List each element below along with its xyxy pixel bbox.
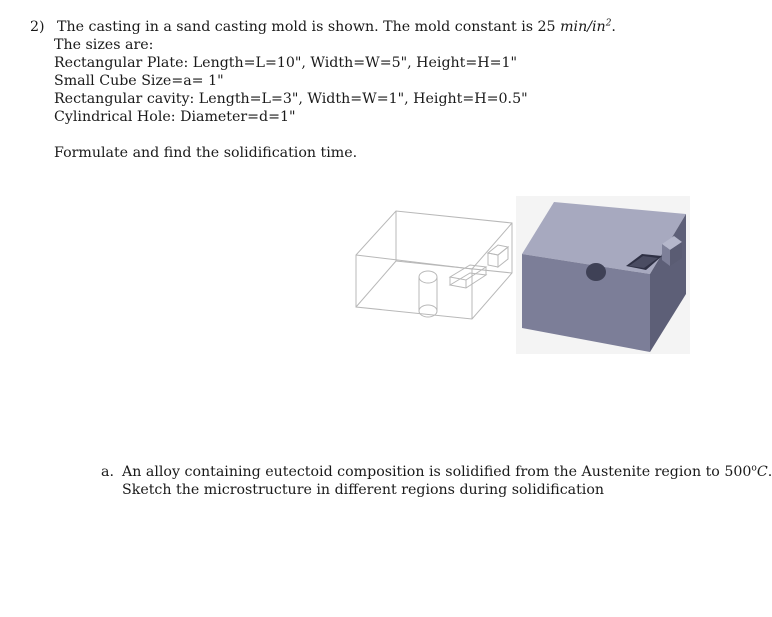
mold-constant-unit: min/in bbox=[560, 19, 606, 35]
mold-constant-exponent: 2 bbox=[605, 18, 612, 29]
size-cavity: Rectangular cavity: Length=L=3", Width=W=1", Height=H=0.5" bbox=[54, 91, 528, 107]
question-intro: The casting in a sand casting mold is shown. The mold constant is 25 $\min/in^2$. bbox=[57, 18, 616, 35]
casting-wireframe-figure bbox=[352, 203, 518, 353]
casting-solid-figure bbox=[516, 196, 690, 354]
sub-a-line1: An alloy containing eutectoid composition is solidified from the Austenite region to 500$^o$C. bbox=[122, 463, 772, 480]
size-hole: Cylindrical Hole: Diameter=d=1" bbox=[54, 109, 296, 125]
task-text: Formulate and find the solidification time. bbox=[54, 145, 358, 161]
size-plate: Rectangular Plate: Length=L=10", Width=W=5", Height=H=1" bbox=[54, 55, 518, 71]
size-cube: Small Cube Size=a= 1" bbox=[54, 73, 224, 89]
sub-a-marker: a. bbox=[101, 464, 114, 480]
question-number: 2) bbox=[30, 19, 45, 35]
sizes-heading: The sizes are: bbox=[54, 37, 154, 53]
degree-superscript: o bbox=[751, 463, 757, 474]
sub-a-line2: Sketch the microstructure in different regions during solidification bbox=[122, 482, 605, 498]
temperature-unit: C bbox=[756, 464, 768, 480]
